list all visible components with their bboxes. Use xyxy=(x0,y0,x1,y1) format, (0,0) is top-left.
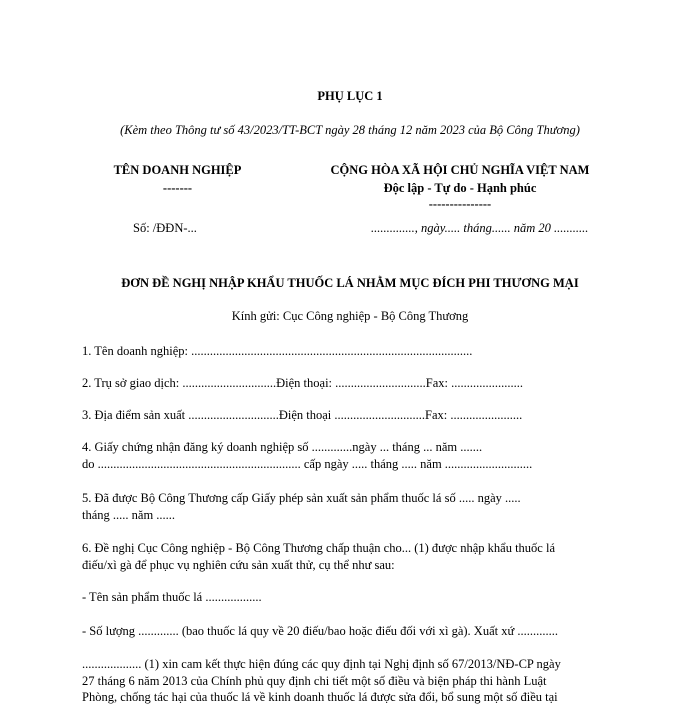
request-paragraph-line-2: điếu/xì gà để phục vụ nghiên cứu sản xuất thử, cụ thể như sau: xyxy=(82,558,395,572)
document-number: Số: /ĐĐN-... xyxy=(133,221,197,235)
country-name: CỘNG HÒA XÃ HỘI CHỦ NGHĨA VIỆT NAM xyxy=(330,163,590,177)
commitment-line-3: Phòng, chống tác hại của thuốc lá về kinh doanh thuốc lá được sửa đổi, bổ sung một số điều tại xyxy=(82,690,558,704)
enterprise-name: TÊN DOANH NGHIỆP xyxy=(113,163,242,177)
form-title: ĐƠN ĐỀ NGHỊ NHẬP KHẨU THUỐC LÁ NHẰM MỤC ĐÍCH PHI THƯƠNG MẠI xyxy=(121,276,579,290)
request-paragraph-line-1: 6. Đề nghị Cục Công nghiệp - Bộ Công Thương chấp thuận cho... (1) được nhập khẩu thuốc lá xyxy=(82,541,555,555)
field-production-license-date: tháng ..... năm ...... xyxy=(82,508,176,522)
enterprise-rule: ------- xyxy=(162,181,193,195)
commitment-line-2: 27 tháng 6 năm 2013 của Chính phủ quy định chi tiết một số điều và biện pháp thi hành Luật xyxy=(82,674,547,688)
recipient-line: Kính gửi: Cục Công nghiệp - Bộ Công Thương xyxy=(231,309,469,323)
field-registration-cert: 4. Giấy chứng nhận đăng ký doanh nghiệp số .............ngày ... tháng ... năm ....... xyxy=(82,440,483,454)
appendix-title: PHỤ LỤC 1 xyxy=(317,89,383,103)
field-enterprise-name: 1. Tên doanh nghiệp: .......................................................................................... xyxy=(82,344,473,358)
date-line: .............., ngày..... tháng...... năm 20 ........... xyxy=(371,221,589,235)
field-quantity-origin: - Số lượng ............. (bao thuốc lá quy về 20 điếu/bao hoặc điếu đối với xì gà). Xuất xứ ............. xyxy=(82,624,558,638)
field-head-office: 2. Trụ sở giao dịch: ..............................Điện thoại: .............................Fax: ....................... xyxy=(82,376,523,390)
field-production-license: 5. Đã được Bộ Công Thương cấp Giấy phép sản xuất sản phẩm thuốc lá số ..... ngày ..... xyxy=(82,491,521,505)
field-product-name: - Tên sản phẩm thuốc lá .................. xyxy=(82,590,262,604)
field-registration-issuer: do ................................................................. cấp ngày ..... tháng ..... năm ............................ xyxy=(82,457,533,471)
commitment-line-1: ................... (1) xin cam kết thực hiện đúng các quy định tại Nghị định số 67/2013/NĐ-CP ngày xyxy=(82,657,561,671)
motto-rule: --------------- xyxy=(428,197,492,211)
field-production-site: 3. Địa điểm sản xuất .............................Điện thoại .............................Fax: ....................... xyxy=(82,408,523,422)
appendix-subtitle: (Kèm theo Thông tư số 43/2023/TT-BCT ngày 28 tháng 12 năm 2023 của Bộ Công Thương) xyxy=(120,123,580,137)
national-motto: Độc lập - Tự do - Hạnh phúc xyxy=(383,181,537,195)
